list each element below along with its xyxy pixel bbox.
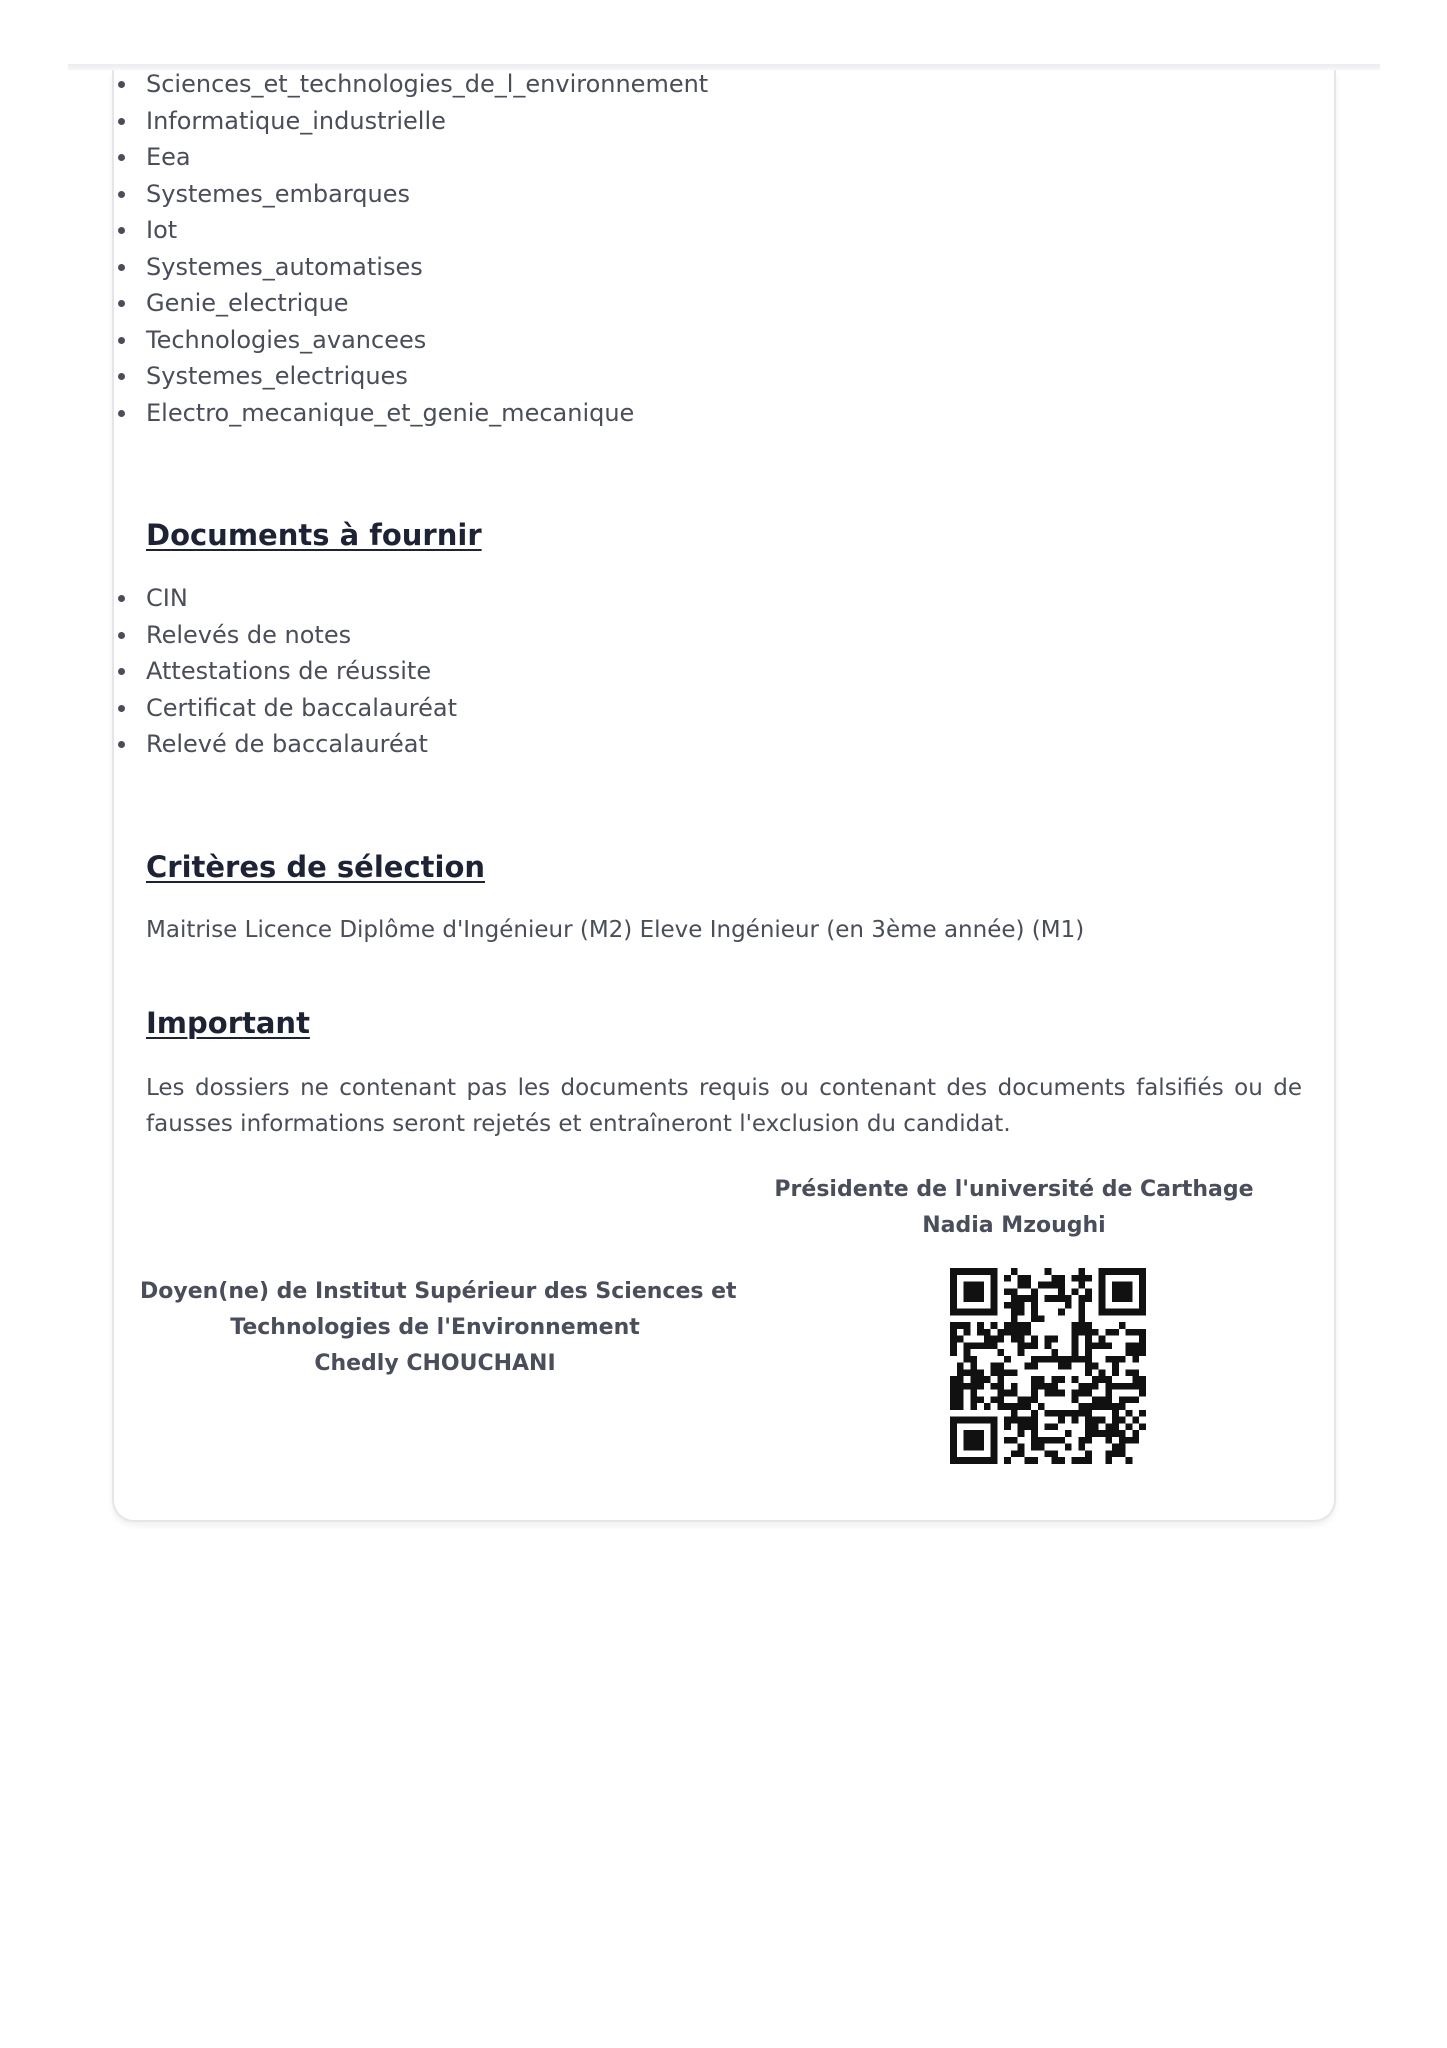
list-item: Electro_mecanique_et_genie_mecanique	[118, 395, 708, 432]
list-item: Informatique_industrielle	[118, 103, 708, 140]
list-item: Systemes_embarques	[118, 176, 708, 213]
dean-name: Chedly CHOUCHANI	[314, 1351, 556, 1376]
qr-code-icon	[950, 1268, 1146, 1464]
list-item: Iot	[118, 212, 708, 249]
criteria-text: Maitrise Licence Diplôme d'Ingénieur (M2) Eleve Ingénieur (en 3ème année) (M1)	[146, 917, 1085, 943]
list-item: Attestations de réussite	[118, 653, 457, 690]
speciality-list	[118, 66, 708, 431]
list-item: Eea	[118, 139, 708, 176]
list-item: Systemes_automatises	[118, 249, 708, 286]
list-item: Relevé de baccalauréat	[118, 726, 457, 763]
criteria-heading: Critères de sélection	[146, 850, 486, 884]
documents-heading: Documents à fournir	[146, 518, 482, 552]
list-item: Certificat de baccalauréat	[118, 690, 457, 727]
list-item: CIN	[118, 580, 457, 617]
president-signature-block	[760, 1172, 1268, 1244]
president-role: Présidente de l'université de Carthage	[774, 1177, 1254, 1202]
important-heading: Important	[146, 1006, 310, 1040]
list-item: Sciences_et_technologies_de_l_environnement	[118, 66, 708, 103]
list-item: Systemes_electriques	[118, 358, 708, 395]
important-text: Les dossiers ne contenant pas les documents requis ou contenant des documents falsifiés ou de fausses informations seront rejetés et entraîneront l'exclusion du candidat.	[146, 1075, 1302, 1137]
president-name: Nadia Mzoughi	[922, 1213, 1106, 1238]
list-item: Relevés de notes	[118, 617, 457, 654]
dean-role-line1: Doyen(ne) de Institut Supérieur des Sciences et	[140, 1279, 737, 1304]
dean-role-line2: Technologies de l'Environnement	[230, 1315, 640, 1340]
list-item: Technologies_avancees	[118, 322, 708, 359]
documents-list	[118, 580, 457, 763]
list-item: Genie_electrique	[118, 285, 708, 322]
dean-signature-block	[140, 1274, 737, 1382]
